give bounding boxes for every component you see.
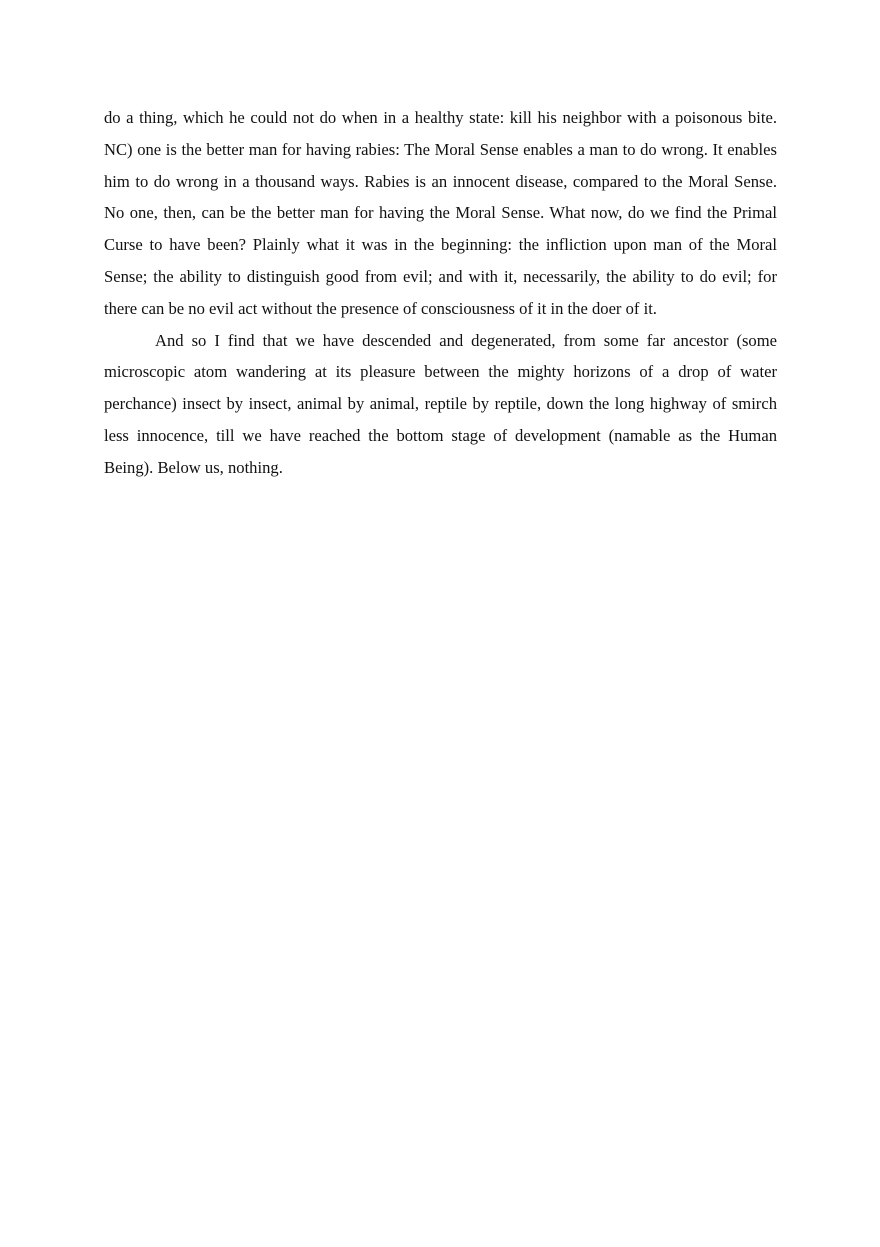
- paragraph-continuation: do a thing, which he could not do when in a healthy state: kill his neighbor with a poisonous bite. NC) one is the better man for having rabies: The Moral Sense enables a man to do wrong. It enables him to do wrong in a thousand ways. Rabies is an innocent disease, compared to the Moral Sense. No one, then, can be the better man for having the Moral Sense. What now, do we find the Primal Curse to have been? Plainly what it was in the beginning: the infliction upon man of the Moral Sense; the ability to distinguish good from evil; and with it, necessarily, the ability to do evil; for there can be no evil act without the presence of consciousness of it in the doer of it.: [104, 108, 777, 318]
- paragraph-descent: And so I find that we have descended and degenerated, from some far ancestor (some microscopic atom wandering at its pleasure between the mighty horizons of a drop of water perchance) insect by insect, animal by animal, reptile by reptile, down the long highway of smirch less innocence, till we have reached the bottom stage of development (namable as the Human Being). Below us, nothing.: [104, 330, 777, 477]
- body-text: [104, 102, 777, 484]
